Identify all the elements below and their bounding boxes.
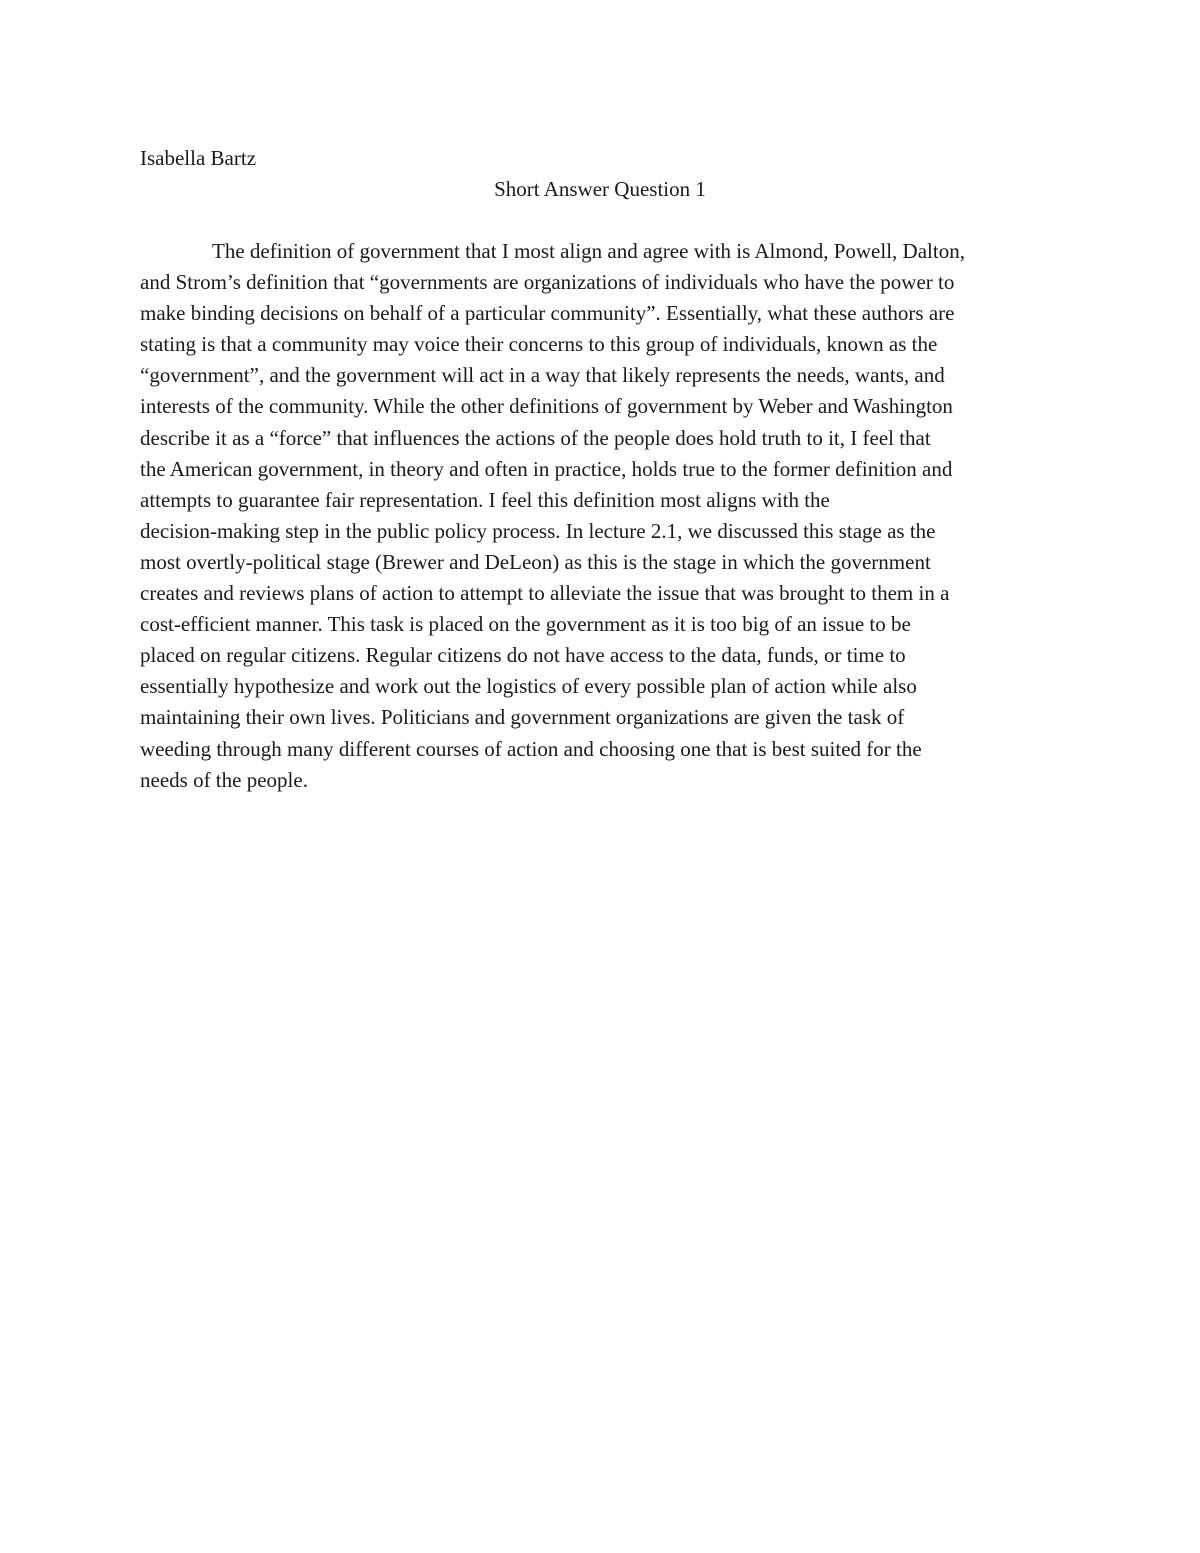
paragraph-line: and Strom’s definition that “governments are organizations of individuals who have the power to [140,270,955,295]
body-paragraph [140,236,1070,796]
paragraph-line: attempts to guarantee fair representation. I feel this definition most aligns with the [140,487,830,512]
paragraph-line: weeding through many different courses of action and choosing one that is best suited for the [140,736,922,761]
paragraph-line: cost-efficient manner. This task is placed on the government as it is too big of an issue to be [140,612,911,637]
paragraph-line: The definition of government that I most align and agree with is Almond, Powell, Dalton, [212,239,965,263]
paragraph-line: the American government, in theory and often in practice, holds true to the former definition and [140,456,953,481]
paragraph-line: decision-making step in the public policy process. In lecture 2.1, we discussed this stage as the [140,518,936,543]
paragraph-line: interests of the community. While the other definitions of government by Weber and Washington [140,394,953,419]
paragraph-line: make binding decisions on behalf of a particular community”. Essentially, what these authors are [140,301,955,326]
paragraph-line: maintaining their own lives. Politicians and government organizations are given the task of [140,705,905,730]
paragraph-line: creates and reviews plans of action to attempt to alleviate the issue that was brought to them in a [140,581,950,606]
paragraph-line: essentially hypothesize and work out the logistics of every possible plan of action while also [140,674,917,699]
paragraph-line: stating is that a community may voice their concerns to this group of individuals, known as the [140,332,938,357]
paragraph-line: placed on regular citizens. Regular citizens do not have access to the data, funds, or time to [140,643,906,668]
document-title: Short Answer Question 1 [494,177,706,201]
author-name: Isabella Bartz [140,146,257,170]
paragraph-line: needs of the people. [140,767,308,792]
paragraph-line: “government”, and the government will act in a way that likely represents the needs, wants, and [140,363,945,388]
paragraph-line: most overtly-political stage (Brewer and DeLeon) as this is the stage in which the government [140,549,931,574]
paragraph-line: describe it as a “force” that influences the actions of the people does hold truth to it, I feel that [140,425,931,450]
